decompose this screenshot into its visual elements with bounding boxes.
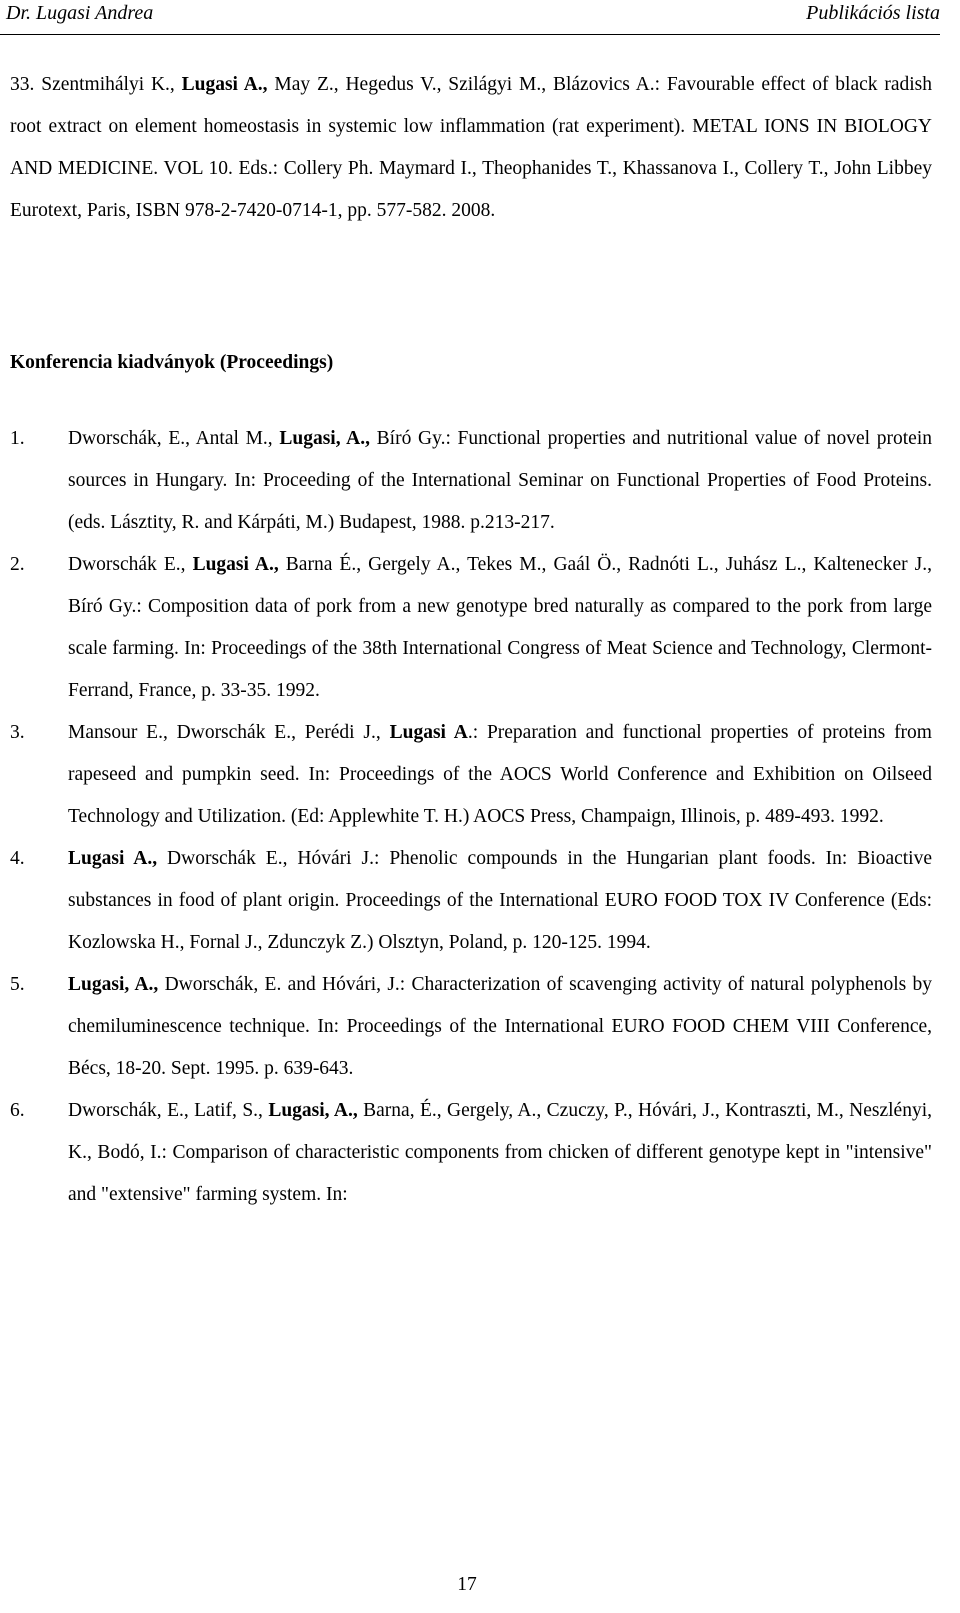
entry-text-part: May Z., Hegedus V., Szilágyi M., Blázovics A.: Favourable effect of black radish root extract on element homeostasis in systemic low inflammation (rat experiment). METAL IONS IN BIOLOGY AND MEDICINE. VOL 10. Eds.: Collery Ph. Maymard I., Theophanides T., Khassanova I., Collery T., John Libbey Eurotext, Paris, ISBN 978-2-7420-0714-1, pp. 577-582. 2008. xyxy=(10,74,932,221)
entry-number: 4. xyxy=(10,848,25,869)
entry-number: 3. xyxy=(10,722,25,743)
entry-text xyxy=(68,1090,932,1216)
entry-text-part: Dworschák, E. and Hóvári, J.: Characterization of scavenging activity of natural polyphenols by chemiluminescence technique. In: Proceedings of the International EURO FOOD CHEM VIII Conference, Bécs, 18-20. Sept. 1995. p. 639-643. xyxy=(68,974,932,1079)
entry-text xyxy=(68,712,932,838)
entry-text xyxy=(68,544,932,712)
list-item xyxy=(10,964,932,1090)
entry-author-highlight: Lugasi A xyxy=(389,722,468,743)
list-item xyxy=(10,838,932,964)
entry-text-part: Dworschák, E., Latif, S., xyxy=(68,1100,269,1121)
entry-author-highlight: Lugasi A., xyxy=(192,554,279,575)
entry-text-part: Bíró Gy.: Functional properties and nutritional value of novel protein sources in Hungary. In: Proceeding of the International Seminar on Functional Properties of Food Proteins. (eds. Lásztity, R. and Kárpáti, M.) Budapest, 1988. p.213-217. xyxy=(68,428,932,533)
entry-text-part: .: Preparation and functional properties of proteins from rapeseed and pumpkin seed. In: Proceedings of the AOCS World Conference and Exhibition on Oilseed Technology and Utilization. (Ed: Applewhite T. H.) AOCS Press, Champaign, Illinois, p. 489-493. 1992. xyxy=(68,722,932,827)
entry-author-highlight: Lugasi A., xyxy=(181,74,268,95)
proceedings-list xyxy=(10,418,932,1216)
page-content xyxy=(10,64,932,1216)
entry-text-part: Szentmihályi K., xyxy=(41,74,182,95)
entry-author-highlight: Lugasi, A., xyxy=(268,1100,358,1121)
entry-number: 5. xyxy=(10,974,25,995)
entry-text xyxy=(68,838,932,964)
entry-author-highlight: Lugasi, A., xyxy=(68,974,159,995)
entry-text-part: Barna, É., Gergely, A., Czuczy, P., Hóvári, J., Kontraszti, M., Neszlényi, K., Bodó, I.: Comparison of characteristic components from chicken of different genotype kept in "intensive" and "extensive" farming system. In: xyxy=(68,1100,932,1205)
entry-author-highlight: Lugasi, A., xyxy=(279,428,370,449)
entry-number: 33. xyxy=(10,74,35,95)
header-author: Dr. Lugasi Andrea xyxy=(6,2,154,24)
entry-text-part: Dworschák E., Hóvári J.: Phenolic compounds in the Hungarian plant foods. In: Bioactive substances in food of plant origin. Proceedings of the International EURO FOOD TOX IV Conference (Eds: Kozlowska H., Fornal J., Zdunczyk Z.) Olsztyn, Poland, p. 120-125. 1994. xyxy=(68,848,932,953)
list-item xyxy=(10,1090,932,1216)
entry-author-highlight: Lugasi A., xyxy=(68,848,158,869)
entry-number: 2. xyxy=(10,554,25,575)
page-number: 17 xyxy=(457,1574,477,1595)
list-item xyxy=(10,418,932,544)
entry-text xyxy=(68,964,932,1090)
page-header xyxy=(0,0,940,35)
publication-entry-33 xyxy=(10,64,932,232)
entry-text-part: Dworschák, E., Antal M., xyxy=(68,428,280,449)
entry-text xyxy=(68,418,932,544)
entry-text-part: Dworschák E., xyxy=(68,554,193,575)
list-item xyxy=(10,712,932,838)
entry-number: 1. xyxy=(10,428,25,449)
entry-number: 6. xyxy=(10,1100,25,1121)
entry-text-part: Barna É., Gergely A., Tekes M., Gaál Ö., Radnóti L., Juhász L., Kaltenecker J., Bíró Gy.: Composition data of pork from a new genotype bred naturally as compared to the pork from large scale farming. In: Proceedings of the 38th International Congress of Meat Science and Technology, Clermont-Ferrand, France, p. 33-35. 1992. xyxy=(68,554,933,701)
header-document-title: Publikációs lista xyxy=(806,2,940,24)
entry-text-part: Mansour E., Dworschák E., Perédi J., xyxy=(68,722,390,743)
list-item xyxy=(10,544,932,712)
section-heading: Konferencia kiadványok (Proceedings) xyxy=(10,352,334,373)
